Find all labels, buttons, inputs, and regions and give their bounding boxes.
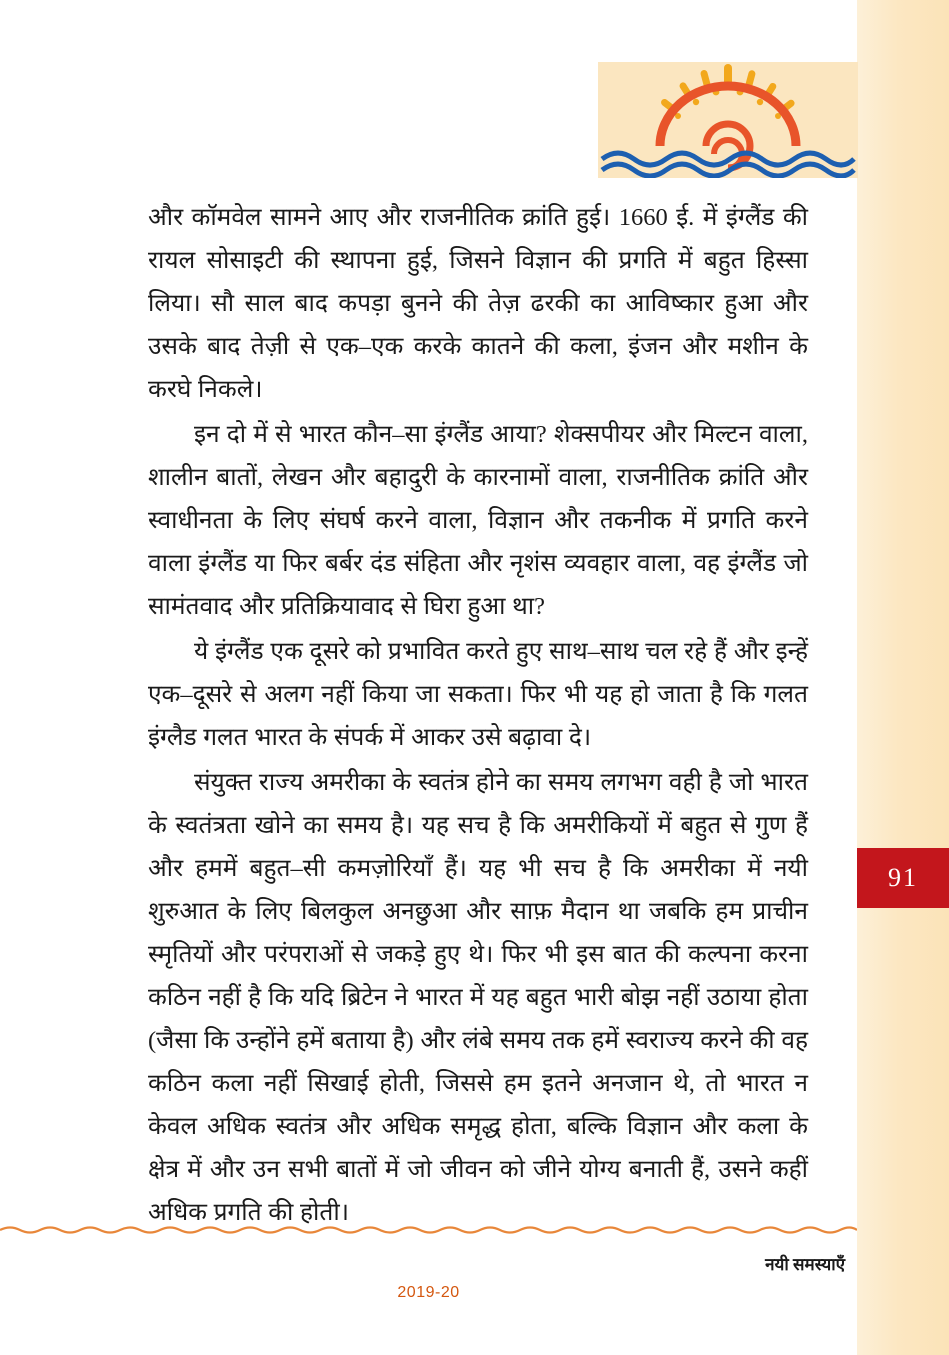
- paragraph-1: और कॉमवेल सामने आए और राजनीतिक क्रांति हुई। 1660 ई. में इंग्लैंड की रायल सोसाइटी की स्थापना हुई, जिसने विज्ञान की प्रगति में बहुत हिस्सा लिया। सौ साल बाद कपड़ा बुनने की तेज़ ढरकी का आविष्कार हुआ और उसके बाद तेज़ी से एक–एक करके कातने की कला, इंजन और मशीन के करघे निकले।: [148, 204, 808, 403]
- right-margin-strip: [857, 0, 949, 1355]
- paragraph-4: संयुक्त राज्य अमरीका के स्वतंत्र होने का समय लगभग वही है जो भारत के स्वतंत्रता खोने का समय है। यह सच है कि अमरीकियों में बहुत से गुण हैं और हममें बहुत–सी कमज़ोरियाँ हैं। यह भी सच है कि अमरीका में नयी शुरुआत के लिए बिलकुल अनछुआ और साफ़ मैदान था जबकि हम प्राचीन स्मृतियों और परंपराओं से जकड़े हुए थे। फिर भी इस बात की कल्पना करना कठिन नहीं है कि यदि ब्रिटेन ने भारत में यह बहुत भारी बोझ नहीं उठाया होता (जैसा कि उन्होंने हमें बताया है) और लंबे समय तक हमें स्वराज्य करने की वह कठिन कला नहीं सिखाई होती, जिससे हम इतने अनजान थे, तो भारत न केवल अधिक स्वतंत्र और अधिक समृद्ध होता, बल्कि विज्ञान और कला के क्षेत्र में और उन सभी बातों में जो जीवन को जीने योग्य बनाती हैं, उसने कहीं अधिक प्रगति की होती।: [148, 769, 808, 1226]
- footer-divider: [0, 1222, 857, 1232]
- paragraph-2: इन दो में से भारत कौन–सा इंग्लैंड आया? शेक्सपीयर और मिल्टन वाला, शालीन बातों, लेखन और बहादुरी के कारनामों वाला, राजनीतिक क्रांति और स्वाधीनता के लिए संघर्ष करने वाला, विज्ञान और तकनीक में प्रगति करने वाला इंग्लैंड या फिर बर्बर दंड संहिता और नृशंस व्यवहार वाला, वह इंग्लैंड जो सामंतवाद और प्रतिक्रियावाद से घिरा हुआ था?: [148, 421, 808, 620]
- footer-year: 2019-20: [397, 1284, 460, 1301]
- right-margin-gradient: [857, 0, 949, 1355]
- paragraph-3: ये इंग्लैंड एक दूसरे को प्रभावित करते हुए साथ–साथ चल रहे हैं और इन्हें एक–दूसरे से अलग नहीं किया जा सकता। फिर भी यह हो जाता है कि गलत इंग्लैड गलत भारत के संपर्क में आकर उसे बढ़ावा दे।: [148, 638, 808, 751]
- sun-and-waves-ornament: [598, 62, 858, 178]
- page-number: 91: [888, 863, 918, 892]
- page-number-tab: [857, 848, 949, 908]
- footer-chapter-caption: नयी समस्याएँ: [765, 1255, 845, 1274]
- body-text: [148, 196, 808, 1236]
